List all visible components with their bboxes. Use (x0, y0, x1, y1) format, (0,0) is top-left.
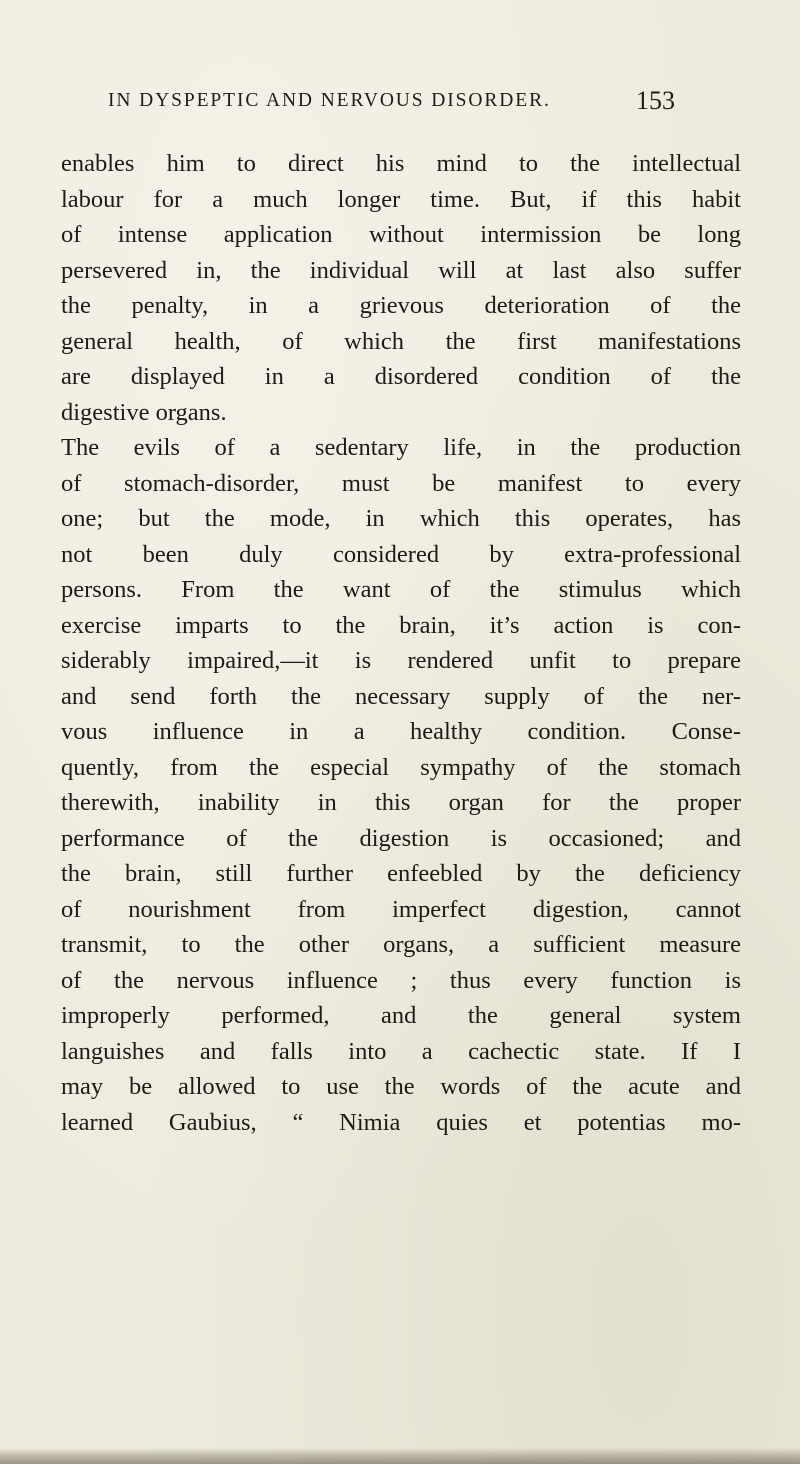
text-line: transmit, to the other organs, a sufficient measure (61, 931, 741, 958)
text-line: are displayed in a disordered condition of the (61, 363, 741, 390)
text-line: labour for a much longer time. But, if this habit (61, 185, 741, 213)
text-line: improperly performed, and the general system (61, 1002, 741, 1029)
text-line: languishes and falls into a cachectic state. If I (61, 1037, 741, 1065)
running-title: IN DYSPEPTIC AND NERVOUS DISORDER. (108, 90, 551, 111)
text-line: therewith, inability in this organ for the proper (61, 789, 741, 816)
text-line: quently, from the especial sympathy of the stomach (61, 753, 741, 781)
text-line: enables him to direct his mind to the intellectual (61, 150, 741, 177)
text-line: vous influence in a healthy condition. Conse- (61, 718, 741, 745)
page-number: 153 (636, 86, 675, 115)
text-line: The evils of a sedentary life, in the production (61, 434, 741, 461)
page-bottom-edge (0, 1448, 800, 1464)
text-line: may be allowed to use the words of the acute and (61, 1073, 741, 1100)
text-line: performance of the digestion is occasioned; and (61, 824, 741, 852)
text-line: of intense application without intermission be long (61, 221, 741, 248)
text-line: of nourishment from imperfect digestion, cannot (61, 895, 741, 923)
text-line: of stomach-disorder, must be manifest to every (61, 469, 741, 497)
text-line: persevered in, the individual will at last also suffer (61, 256, 741, 284)
text-line: digestive organs. (61, 398, 227, 426)
running-head (0, 86, 800, 116)
text-line: and send forth the necessary supply of the ner- (61, 682, 741, 710)
text-line: learned Gaubius, “ Nimia quies et potentias mo- (61, 1108, 741, 1136)
text-line: general health, of which the first manifestations (61, 327, 741, 355)
text-line: exercise imparts to the brain, it’s action is con- (61, 611, 741, 639)
text-line: one; but the mode, in which this operates, has (61, 505, 741, 532)
text-line: the brain, still further enfeebled by the deficiency (61, 860, 741, 887)
text-line: siderably impaired,—it is rendered unfit to prepare (61, 647, 741, 674)
text-line: not been duly considered by extra-professional (61, 540, 741, 568)
text-line: persons. From the want of the stimulus which (61, 576, 741, 603)
text-line: of the nervous influence ; thus every function is (61, 966, 741, 994)
text-line: the penalty, in a grievous deterioration of the (61, 292, 741, 319)
body-text (61, 146, 741, 1140)
